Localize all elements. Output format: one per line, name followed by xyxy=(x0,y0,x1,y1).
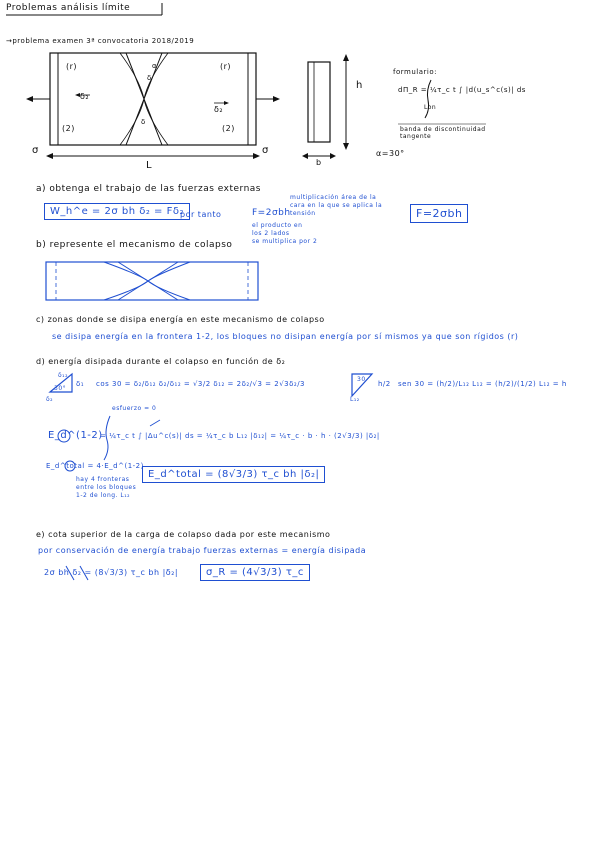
energy-note: esfuerzo = 0 xyxy=(112,405,157,412)
problem-header: →problema examen 3ª convocatoria 2018/2019 xyxy=(6,37,195,45)
note-area: multiplicación área de la cara en la que se aplica la tensión xyxy=(290,194,383,217)
section-view xyxy=(308,62,330,142)
thickness-label: b xyxy=(316,158,322,167)
force-equation: F=2σbh xyxy=(252,208,291,218)
delta-label: δ xyxy=(141,118,146,126)
triangle-label: δ₁₂ xyxy=(58,372,68,379)
alpha-label: α xyxy=(152,62,158,70)
triangle-label: 30° xyxy=(54,385,67,392)
section-d-heading: d) energía disipada durante el colapso en función de δ₂ xyxy=(36,357,286,366)
section-a-heading: a) obtenga el trabajo de las fuerzas externas xyxy=(36,184,261,194)
note-multiplied: se multiplica por 2 xyxy=(252,238,318,245)
region-label: (r) xyxy=(66,62,78,71)
formula-sub: Lon xyxy=(424,104,437,111)
triangle-label: δ₂ xyxy=(46,396,54,403)
region-label: (2) xyxy=(222,124,235,133)
final-result-box: σ_R = (4√3/3) τ_c xyxy=(200,564,310,581)
formula-note: banda de discontinuidad tangente xyxy=(400,126,486,140)
section-c-heading: c) zonas donde se disipa energía en este mecanismo de colapso xyxy=(36,315,325,324)
triangle-label: δ₁ xyxy=(76,380,85,388)
total-energy-label: E_d^total = 4·E_d^(1-2) xyxy=(46,462,144,470)
conservation-text: por conservación de energía trabajo fuerzas externas = energía disipada xyxy=(38,546,367,555)
triangle-label: h/2 xyxy=(378,380,391,388)
total-energy-box: E_d^total = (8√3/3) τ_c bh |δ₂| xyxy=(142,466,325,483)
triangle-label: L₁₂ xyxy=(350,396,360,403)
delta-label: δ₂ xyxy=(80,92,90,101)
note-product: el producto en los 2 lados xyxy=(252,222,303,237)
section-e-heading: e) cota superior de la carga de colapso dada por este mecanismo xyxy=(36,530,331,539)
section-c-text: se disipa energía en la frontera 1-2, los bloques no disipan energía por sí mismos ya que son rígidos (r) xyxy=(52,332,519,341)
sigma-label: σ xyxy=(32,145,39,156)
height-label: h xyxy=(356,80,363,91)
formulario-label: formulario: xyxy=(393,68,437,76)
length-label: L xyxy=(146,160,153,171)
page-title: Problemas análisis límite xyxy=(6,3,131,13)
final-equation: 2σ bh δ₂ = (8√3/3) τ_c bh |δ₂| xyxy=(44,568,179,577)
por-tanto: por tanto xyxy=(180,210,222,219)
total-energy-note: hay 4 fronteras entre los bloques 1-2 de long. L₁₂ xyxy=(76,476,137,499)
collapse-mechanism-drawing xyxy=(46,262,258,300)
energy-label: E_d^(1-2) xyxy=(48,430,103,441)
force-result-box: F=2σbh xyxy=(410,204,468,223)
triangle-label: 30 xyxy=(357,376,366,383)
alpha-value: α=30° xyxy=(376,149,405,158)
section-b-heading: b) represente el mecanismo de colapso xyxy=(36,240,233,250)
delta-label: δ₂ xyxy=(214,105,224,114)
energy-equation: = ¼τ_c t ∫ |Δu^c(s)| ds = ¼τ_c b L₁₂ |δ₁₂| = ¼τ_c · b · h · (2√3/3) |δ₂| xyxy=(100,432,380,440)
delta-label: δ xyxy=(147,74,152,82)
cos-equation: cos 30 = δ₂/δ₁₂ δ₂/δ₁₂ = √3/2 δ₁₂ = 2δ₂/√3 = 2√3δ₂/3 xyxy=(96,380,306,388)
region-label: (r) xyxy=(220,62,232,71)
work-equation: W_h^e = 2σ bh δ₂ = Fδ₂ xyxy=(44,203,190,220)
sen-equation: sen 30 = (h/2)/L₁₂ L₁₂ = (h/2)/(1/2) L₁₂ = h xyxy=(398,380,567,388)
sigma-label: σ xyxy=(262,145,269,156)
formula: dΠ_R = ¼τ_c t ∫ |d(u_s^c(s)| ds xyxy=(398,86,526,94)
region-label: (2) xyxy=(62,124,75,133)
